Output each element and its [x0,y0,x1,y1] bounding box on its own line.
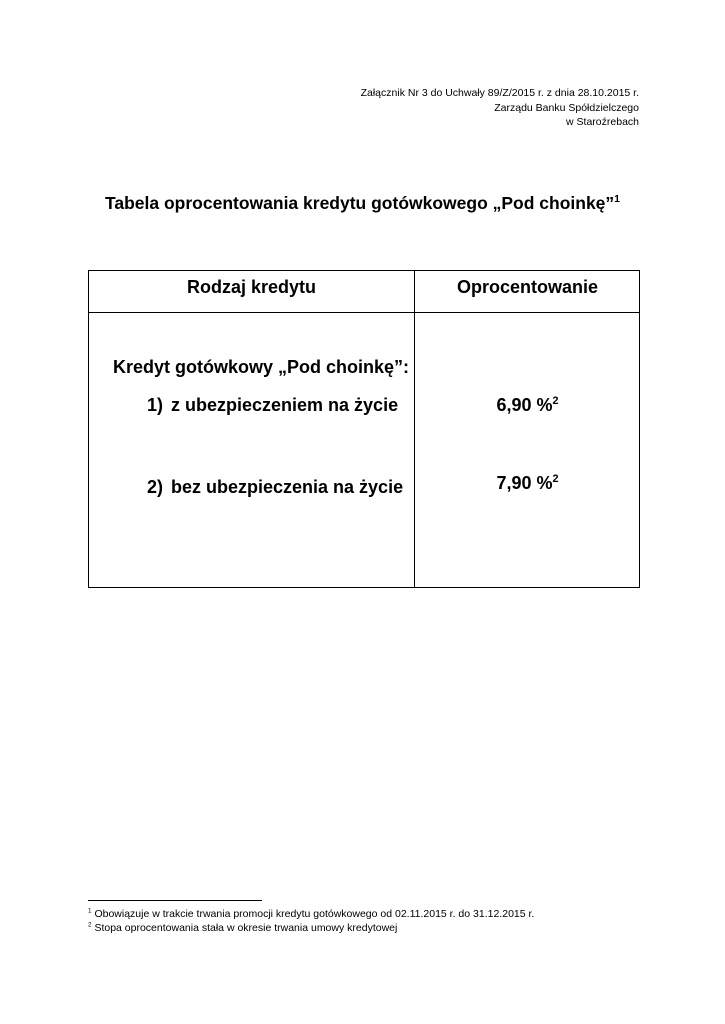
footnote-separator [88,900,262,901]
page-title [0,193,725,214]
option-1-footnote-ref: 2 [552,395,559,407]
footnote-2 [88,922,397,935]
footnote-2-ref: 2 [88,921,92,929]
footnote-1-ref: 1 [88,907,92,915]
column-header-credit-type: Rodzaj kredytu [186,277,317,297]
option-1-label: z ubezpieczeniem na życie [171,395,399,415]
option-1-rate-value: 6,90 % [496,395,553,415]
option-2-rate [415,471,640,495]
option-2-label: bez ubezpieczenia na życie [171,477,404,497]
document-header [361,86,639,130]
footnote-1 [88,908,534,921]
option-1-rate [415,393,640,417]
option-2-number: 2) [147,477,164,497]
footnote-1-text: Obowiązuje w trakcie trwania promocji kredytu gotówkowego od 02.11.2015 r. do 31.12.2015 r. [94,908,535,920]
table-column-divider [414,271,415,587]
product-name: Kredyt gotówkowy „Pod choinkę”: [113,357,410,377]
column-header-interest-rate: Oprocentowanie [456,277,599,297]
header-location-line: w Staroźrebach [566,116,639,128]
option-2-footnote-ref: 2 [552,473,559,485]
option-2-rate-value: 7,90 % [496,473,553,493]
option-1-number: 1) [147,395,164,415]
table-header-divider [89,312,639,313]
footnote-2-text: Stopa oprocentowania stała w okresie trwania umowy kredytowej [94,922,398,934]
header-board-line: Zarządu Banku Spółdzielczego [494,101,639,114]
interest-rate-table [88,270,640,588]
title-footnote-ref: 1 [614,193,621,206]
header-attachment-line: Załącznik Nr 3 do Uchwały 89/Z/2015 r. z dnia 28.10.2015 r. [360,87,639,99]
page-title-text: Tabela oprocentowania kredytu gotówkowego „Pod choinkę” [104,193,615,213]
